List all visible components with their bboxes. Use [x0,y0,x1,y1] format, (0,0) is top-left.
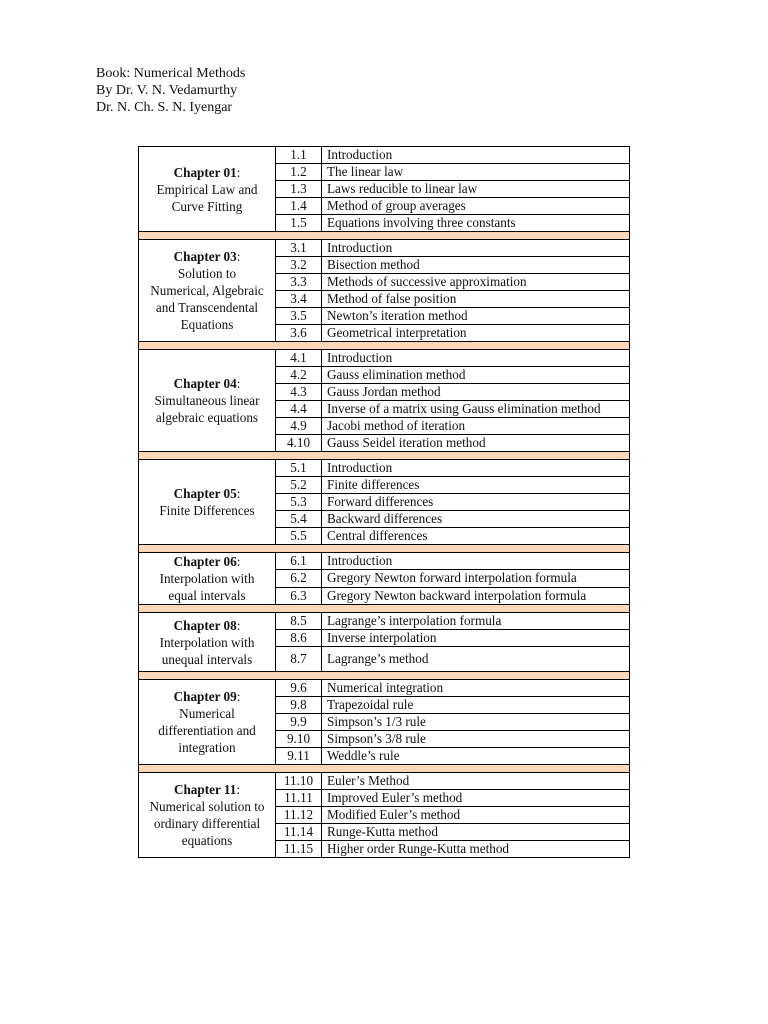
separator-cell [139,672,630,680]
section-number: 8.5 [276,613,322,630]
section-number: 4.3 [276,384,322,401]
chapter-title-line: Empirical Law and [156,181,258,197]
section-number: 3.1 [276,240,322,257]
separator-cell [139,452,630,460]
section-row [139,553,630,570]
section-number: 4.2 [276,367,322,384]
chapter-cell: Chapter 06: Interpolation with equal intervals [139,553,276,605]
section-number: 5.3 [276,494,322,511]
chapter-cell: Chapter 09: Numerical differentiation and integration [139,680,276,765]
chapter-cell: Chapter 11: Numerical solution to ordinary differential equations [139,773,276,858]
section-number: 11.12 [276,807,322,824]
section-title: Laws reducible to linear law [322,181,630,198]
coauthor-line: Dr. N. Ch. S. N. Iyengar [96,100,233,115]
syllabus-body [139,147,630,858]
chapter-title-line: Interpolation with [159,571,255,586]
chapter-cell: Chapter 03: Solution to Numerical, Algebraic and Transcendental Equations [139,240,276,342]
book-title-line: Book: Numerical Methods [96,66,246,81]
section-title: Gauss Jordan method [322,384,630,401]
section-number: 8.6 [276,630,322,647]
section-title: Runge-Kutta method [322,824,630,841]
section-title: Introduction [322,553,630,570]
section-number: 11.14 [276,824,322,841]
chapter-separator [139,452,630,460]
section-row [139,613,630,630]
section-number: 5.4 [276,511,322,528]
chapter-label: Chapter 08 [173,617,237,633]
chapter-title-line: Finite Differences [159,503,255,518]
section-number: 4.9 [276,418,322,435]
section-title: Gregory Newton forward interpolation formula [322,570,630,587]
section-number: 6.1 [276,553,322,570]
section-number: 5.2 [276,477,322,494]
chapter-label: Chapter 04 [173,376,237,391]
chapter-title-line: unequal intervals [161,651,253,667]
section-number: 5.1 [276,460,322,477]
separator-cell [139,232,630,240]
chapter-separator [139,342,630,350]
chapter-title-line: Interpolation with [159,634,255,650]
chapter-label: Chapter 09 [173,689,237,704]
chapter-cell: Chapter 05: Finite Differences [139,460,276,545]
section-title: Introduction [322,147,630,164]
chapter-title-line: Simultaneous linear [154,393,260,408]
section-number: 11.11 [276,790,322,807]
section-title: Central differences [322,528,630,545]
section-title: Jacobi method of iteration [322,418,630,435]
chapter-title-line: equations [181,833,233,848]
chapter-title-line: ordinary differential [153,816,261,831]
section-title: Simpson’s 3/8 rule [322,731,630,748]
section-row [139,350,630,367]
section-number: 11.10 [276,773,322,790]
section-title: Improved Euler’s method [322,790,630,807]
chapter-separator [139,232,630,240]
section-number: 1.3 [276,181,322,198]
section-number: 4.10 [276,435,322,452]
section-row [139,460,630,477]
section-title: Introduction [322,240,630,257]
section-number: 5.5 [276,528,322,545]
chapter-title-line: Numerical, Algebraic [150,283,264,298]
section-number: 6.2 [276,570,322,587]
chapter-separator [139,672,630,680]
section-number: 9.6 [276,680,322,697]
chapter-separator [139,765,630,773]
section-number: 9.8 [276,697,322,714]
section-number: 3.3 [276,274,322,291]
section-title: Finite differences [322,477,630,494]
section-row [139,240,630,257]
section-title: Lagrange’s method [322,647,630,672]
section-title: Inverse interpolation [322,630,630,647]
chapter-title-line: differentiation and [158,723,256,738]
document-header [96,65,245,116]
section-title: Methods of successive approximation [322,274,630,291]
section-title: Gregory Newton backward interpolation formula [322,587,630,604]
section-title: Higher order Runge-Kutta method [322,841,630,858]
section-number: 1.2 [276,164,322,181]
syllabus-table [138,146,630,858]
section-title: Method of false position [322,291,630,308]
section-title: Introduction [322,350,630,367]
section-number: 3.4 [276,291,322,308]
section-number: 3.5 [276,308,322,325]
section-title: The linear law [322,164,630,181]
section-number: 1.5 [276,215,322,232]
section-title: Trapezoidal rule [322,697,630,714]
section-title: Numerical integration [322,680,630,697]
separator-cell [139,765,630,773]
section-row [139,147,630,164]
section-number: 4.1 [276,350,322,367]
chapter-separator [139,605,630,613]
chapter-title-line: Numerical [179,706,235,721]
section-row [139,773,630,790]
chapter-label: Chapter 05 [173,486,237,501]
section-title: Bisection method [322,257,630,274]
section-title: Forward differences [322,494,630,511]
section-number: 1.1 [276,147,322,164]
section-number: 3.2 [276,257,322,274]
chapter-separator [139,545,630,553]
section-number: 9.10 [276,731,322,748]
chapter-cell: Chapter 08: Interpolation with unequal intervals [139,613,276,672]
section-title: Equations involving three constants [322,215,630,232]
chapter-label: Chapter 06 [173,554,237,569]
section-number: 3.6 [276,325,322,342]
section-number: 11.15 [276,841,322,858]
separator-cell [139,545,630,553]
chapter-label: Chapter 01 [173,164,237,180]
section-title: Backward differences [322,511,630,528]
chapter-title-line: algebraic equations [155,410,259,425]
section-row [139,680,630,697]
section-title: Modified Euler’s method [322,807,630,824]
chapter-title-line: integration [178,740,236,755]
chapter-label: Chapter 11 [173,782,237,797]
section-title: Lagrange’s interpolation formula [322,613,630,630]
section-title: Gauss Seidel iteration method [322,435,630,452]
section-title: Newton’s iteration method [322,308,630,325]
section-number: 9.11 [276,748,322,765]
section-title: Introduction [322,460,630,477]
chapter-title-line: Numerical solution to [149,799,265,814]
section-title: Simpson’s 1/3 rule [322,714,630,731]
chapter-title-line: Curve Fitting [171,198,243,214]
chapter-title-line: and Transcendental [155,300,259,315]
section-title: Geometrical interpretation [322,325,630,342]
chapter-cell: Chapter 04: Simultaneous linear algebraic equations [139,350,276,452]
chapter-cell: Chapter 01: Empirical Law and Curve Fitting [139,147,276,232]
author-line: By Dr. V. N. Vedamurthy [96,83,238,98]
chapter-title-line: equal intervals [168,588,246,603]
chapter-title-line: Solution to [177,266,237,281]
section-title: Weddle’s rule [322,748,630,765]
section-title: Inverse of a matrix using Gauss elimination method [322,401,630,418]
chapter-title-line: Equations [180,317,234,332]
section-number: 4.4 [276,401,322,418]
section-title: Gauss elimination method [322,367,630,384]
section-number: 1.4 [276,198,322,215]
chapter-label: Chapter 03 [173,249,237,264]
section-number: 6.3 [276,587,322,604]
separator-cell [139,605,630,613]
section-number: 9.9 [276,714,322,731]
section-title: Euler’s Method [322,773,630,790]
section-title: Method of group averages [322,198,630,215]
section-number: 8.7 [276,647,322,672]
separator-cell [139,342,630,350]
